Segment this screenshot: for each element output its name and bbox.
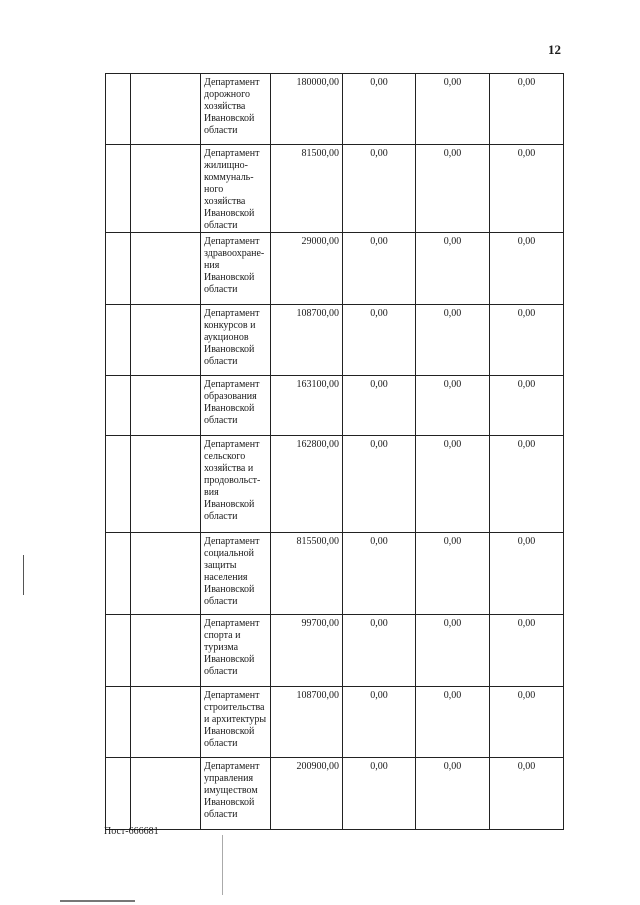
value-cell-1: 0,00 <box>343 436 416 533</box>
empty-cell-1 <box>106 436 131 533</box>
department-name-line: вия <box>204 487 219 498</box>
department-name-line: аукционов <box>204 332 249 343</box>
value-cell-1: 0,00 <box>343 74 416 145</box>
department-name-cell <box>201 74 271 145</box>
value-cell-1: 0,00 <box>343 615 416 687</box>
empty-cell-2 <box>131 376 201 436</box>
value-cell-2: 0,00 <box>416 145 490 233</box>
value-cell-3: 0,00 <box>490 436 564 533</box>
empty-cell-1 <box>106 687 131 758</box>
department-name-line: Ивановской <box>204 403 255 414</box>
department-name-cell <box>201 615 271 687</box>
amount-cell: 81500,00 <box>271 145 343 233</box>
value-cell-3: 0,00 <box>490 533 564 615</box>
amount-cell: 108700,00 <box>271 687 343 758</box>
budget-table <box>105 73 564 830</box>
value-cell-2: 0,00 <box>416 376 490 436</box>
department-name-cell <box>201 233 271 305</box>
empty-cell-1 <box>106 533 131 615</box>
department-name-line: области <box>204 125 238 136</box>
value-cell-2: 0,00 <box>416 74 490 145</box>
department-name-line: Ивановской <box>204 113 255 124</box>
department-name-line: области <box>204 738 238 749</box>
value-cell-2: 0,00 <box>416 758 490 830</box>
department-name-line: Ивановской <box>204 344 255 355</box>
empty-cell-2 <box>131 687 201 758</box>
department-name-line: Департамент <box>204 379 260 390</box>
department-name-line: Департамент <box>204 690 260 701</box>
value-cell-1: 0,00 <box>343 376 416 436</box>
empty-cell-2 <box>131 74 201 145</box>
department-name-cell <box>201 376 271 436</box>
empty-cell-1 <box>106 233 131 305</box>
value-cell-2: 0,00 <box>416 233 490 305</box>
department-name-line: Ивановской <box>204 726 255 737</box>
empty-cell-1 <box>106 145 131 233</box>
department-name-line: населения <box>204 572 248 583</box>
empty-cell-1 <box>106 376 131 436</box>
department-name-line: Департамент <box>204 536 260 547</box>
department-name-cell <box>201 533 271 615</box>
table-row <box>106 615 564 687</box>
value-cell-3: 0,00 <box>490 233 564 305</box>
department-name-line: области <box>204 356 238 367</box>
value-cell-2: 0,00 <box>416 533 490 615</box>
department-name-line: Ивановской <box>204 654 255 665</box>
value-cell-1: 0,00 <box>343 758 416 830</box>
scan-mark-bottom <box>60 900 135 902</box>
department-name-line: и архитектуры <box>204 714 267 725</box>
amount-cell: 29000,00 <box>271 233 343 305</box>
table-row <box>106 376 564 436</box>
department-name-line: Департамент <box>204 148 260 159</box>
department-name-line: конкурсов и <box>204 320 256 331</box>
value-cell-1: 0,00 <box>343 533 416 615</box>
table-row <box>106 436 564 533</box>
department-name-line: области <box>204 220 238 231</box>
amount-cell: 163100,00 <box>271 376 343 436</box>
department-name-line: строительства <box>204 702 265 713</box>
empty-cell-1 <box>106 758 131 830</box>
empty-cell-2 <box>131 436 201 533</box>
department-name-line: Ивановской <box>204 584 255 595</box>
department-name-cell <box>201 687 271 758</box>
empty-cell-1 <box>106 305 131 376</box>
department-name-line: Департамент <box>204 308 260 319</box>
department-name-line: жилищно- <box>204 160 248 171</box>
value-cell-2: 0,00 <box>416 305 490 376</box>
department-name-cell <box>201 305 271 376</box>
table-row <box>106 74 564 145</box>
department-name-line: области <box>204 415 238 426</box>
department-name-line: спорта и <box>204 630 241 641</box>
department-name-line: Департамент <box>204 236 260 247</box>
value-cell-1: 0,00 <box>343 687 416 758</box>
department-name-line: коммуналь- <box>204 172 254 183</box>
department-name-line: здравоохране- <box>204 248 265 259</box>
empty-cell-2 <box>131 615 201 687</box>
amount-cell: 180000,00 <box>271 74 343 145</box>
table-row <box>106 533 564 615</box>
department-name-line: сельского <box>204 451 246 462</box>
page-number: 12 <box>548 42 561 57</box>
value-cell-3: 0,00 <box>490 758 564 830</box>
value-cell-3: 0,00 <box>490 376 564 436</box>
empty-cell-2 <box>131 533 201 615</box>
department-name-line: продовольст- <box>204 475 261 486</box>
scan-mark-center <box>222 835 223 895</box>
department-name-line: туризма <box>204 642 239 653</box>
department-name-cell <box>201 758 271 830</box>
department-name-line: области <box>204 511 238 522</box>
value-cell-3: 0,00 <box>490 145 564 233</box>
table-row <box>106 305 564 376</box>
department-name-cell <box>201 145 271 233</box>
department-name-line: управления <box>204 773 254 784</box>
department-name-line: Департамент <box>204 618 260 629</box>
department-name-line: области <box>204 666 238 677</box>
department-name-line: защиты <box>204 560 237 571</box>
value-cell-1: 0,00 <box>343 145 416 233</box>
department-name-line: хозяйства и <box>204 463 254 474</box>
department-name-line: образования <box>204 391 257 402</box>
department-name-line: Ивановской <box>204 208 255 219</box>
amount-cell: 200900,00 <box>271 758 343 830</box>
department-name-line: хозяйства <box>204 101 246 112</box>
value-cell-3: 0,00 <box>490 74 564 145</box>
department-name-line: Департамент <box>204 77 260 88</box>
department-name-line: области <box>204 809 238 820</box>
value-cell-1: 0,00 <box>343 305 416 376</box>
department-name-line: ния <box>204 260 220 271</box>
value-cell-3: 0,00 <box>490 305 564 376</box>
value-cell-2: 0,00 <box>416 436 490 533</box>
document-code: Пост-666681 <box>104 826 159 837</box>
value-cell-2: 0,00 <box>416 615 490 687</box>
department-name-line: Ивановской <box>204 272 255 283</box>
department-name-line: Департамент <box>204 439 260 450</box>
department-name-line: дорожного <box>204 89 250 100</box>
table-row <box>106 233 564 305</box>
department-name-line: области <box>204 284 238 295</box>
department-name-line: Ивановской <box>204 499 255 510</box>
empty-cell-1 <box>106 74 131 145</box>
department-name-line: Департамент <box>204 761 260 772</box>
department-name-line: социальной <box>204 548 254 559</box>
value-cell-3: 0,00 <box>490 615 564 687</box>
amount-cell: 108700,00 <box>271 305 343 376</box>
scan-mark-left <box>23 555 24 595</box>
table-row <box>106 145 564 233</box>
table-row <box>106 758 564 830</box>
empty-cell-2 <box>131 758 201 830</box>
department-name-line: ного хозяйства <box>204 184 246 207</box>
amount-cell: 815500,00 <box>271 533 343 615</box>
department-name-line: имуществом <box>204 785 258 796</box>
empty-cell-2 <box>131 145 201 233</box>
department-name-line: Ивановской <box>204 797 255 808</box>
amount-cell: 99700,00 <box>271 615 343 687</box>
table-row <box>106 687 564 758</box>
value-cell-3: 0,00 <box>490 687 564 758</box>
department-name-cell <box>201 436 271 533</box>
empty-cell-2 <box>131 305 201 376</box>
value-cell-2: 0,00 <box>416 687 490 758</box>
table-body <box>106 74 564 830</box>
department-name-line: области <box>204 596 238 607</box>
amount-cell: 162800,00 <box>271 436 343 533</box>
value-cell-1: 0,00 <box>343 233 416 305</box>
empty-cell-1 <box>106 615 131 687</box>
empty-cell-2 <box>131 233 201 305</box>
